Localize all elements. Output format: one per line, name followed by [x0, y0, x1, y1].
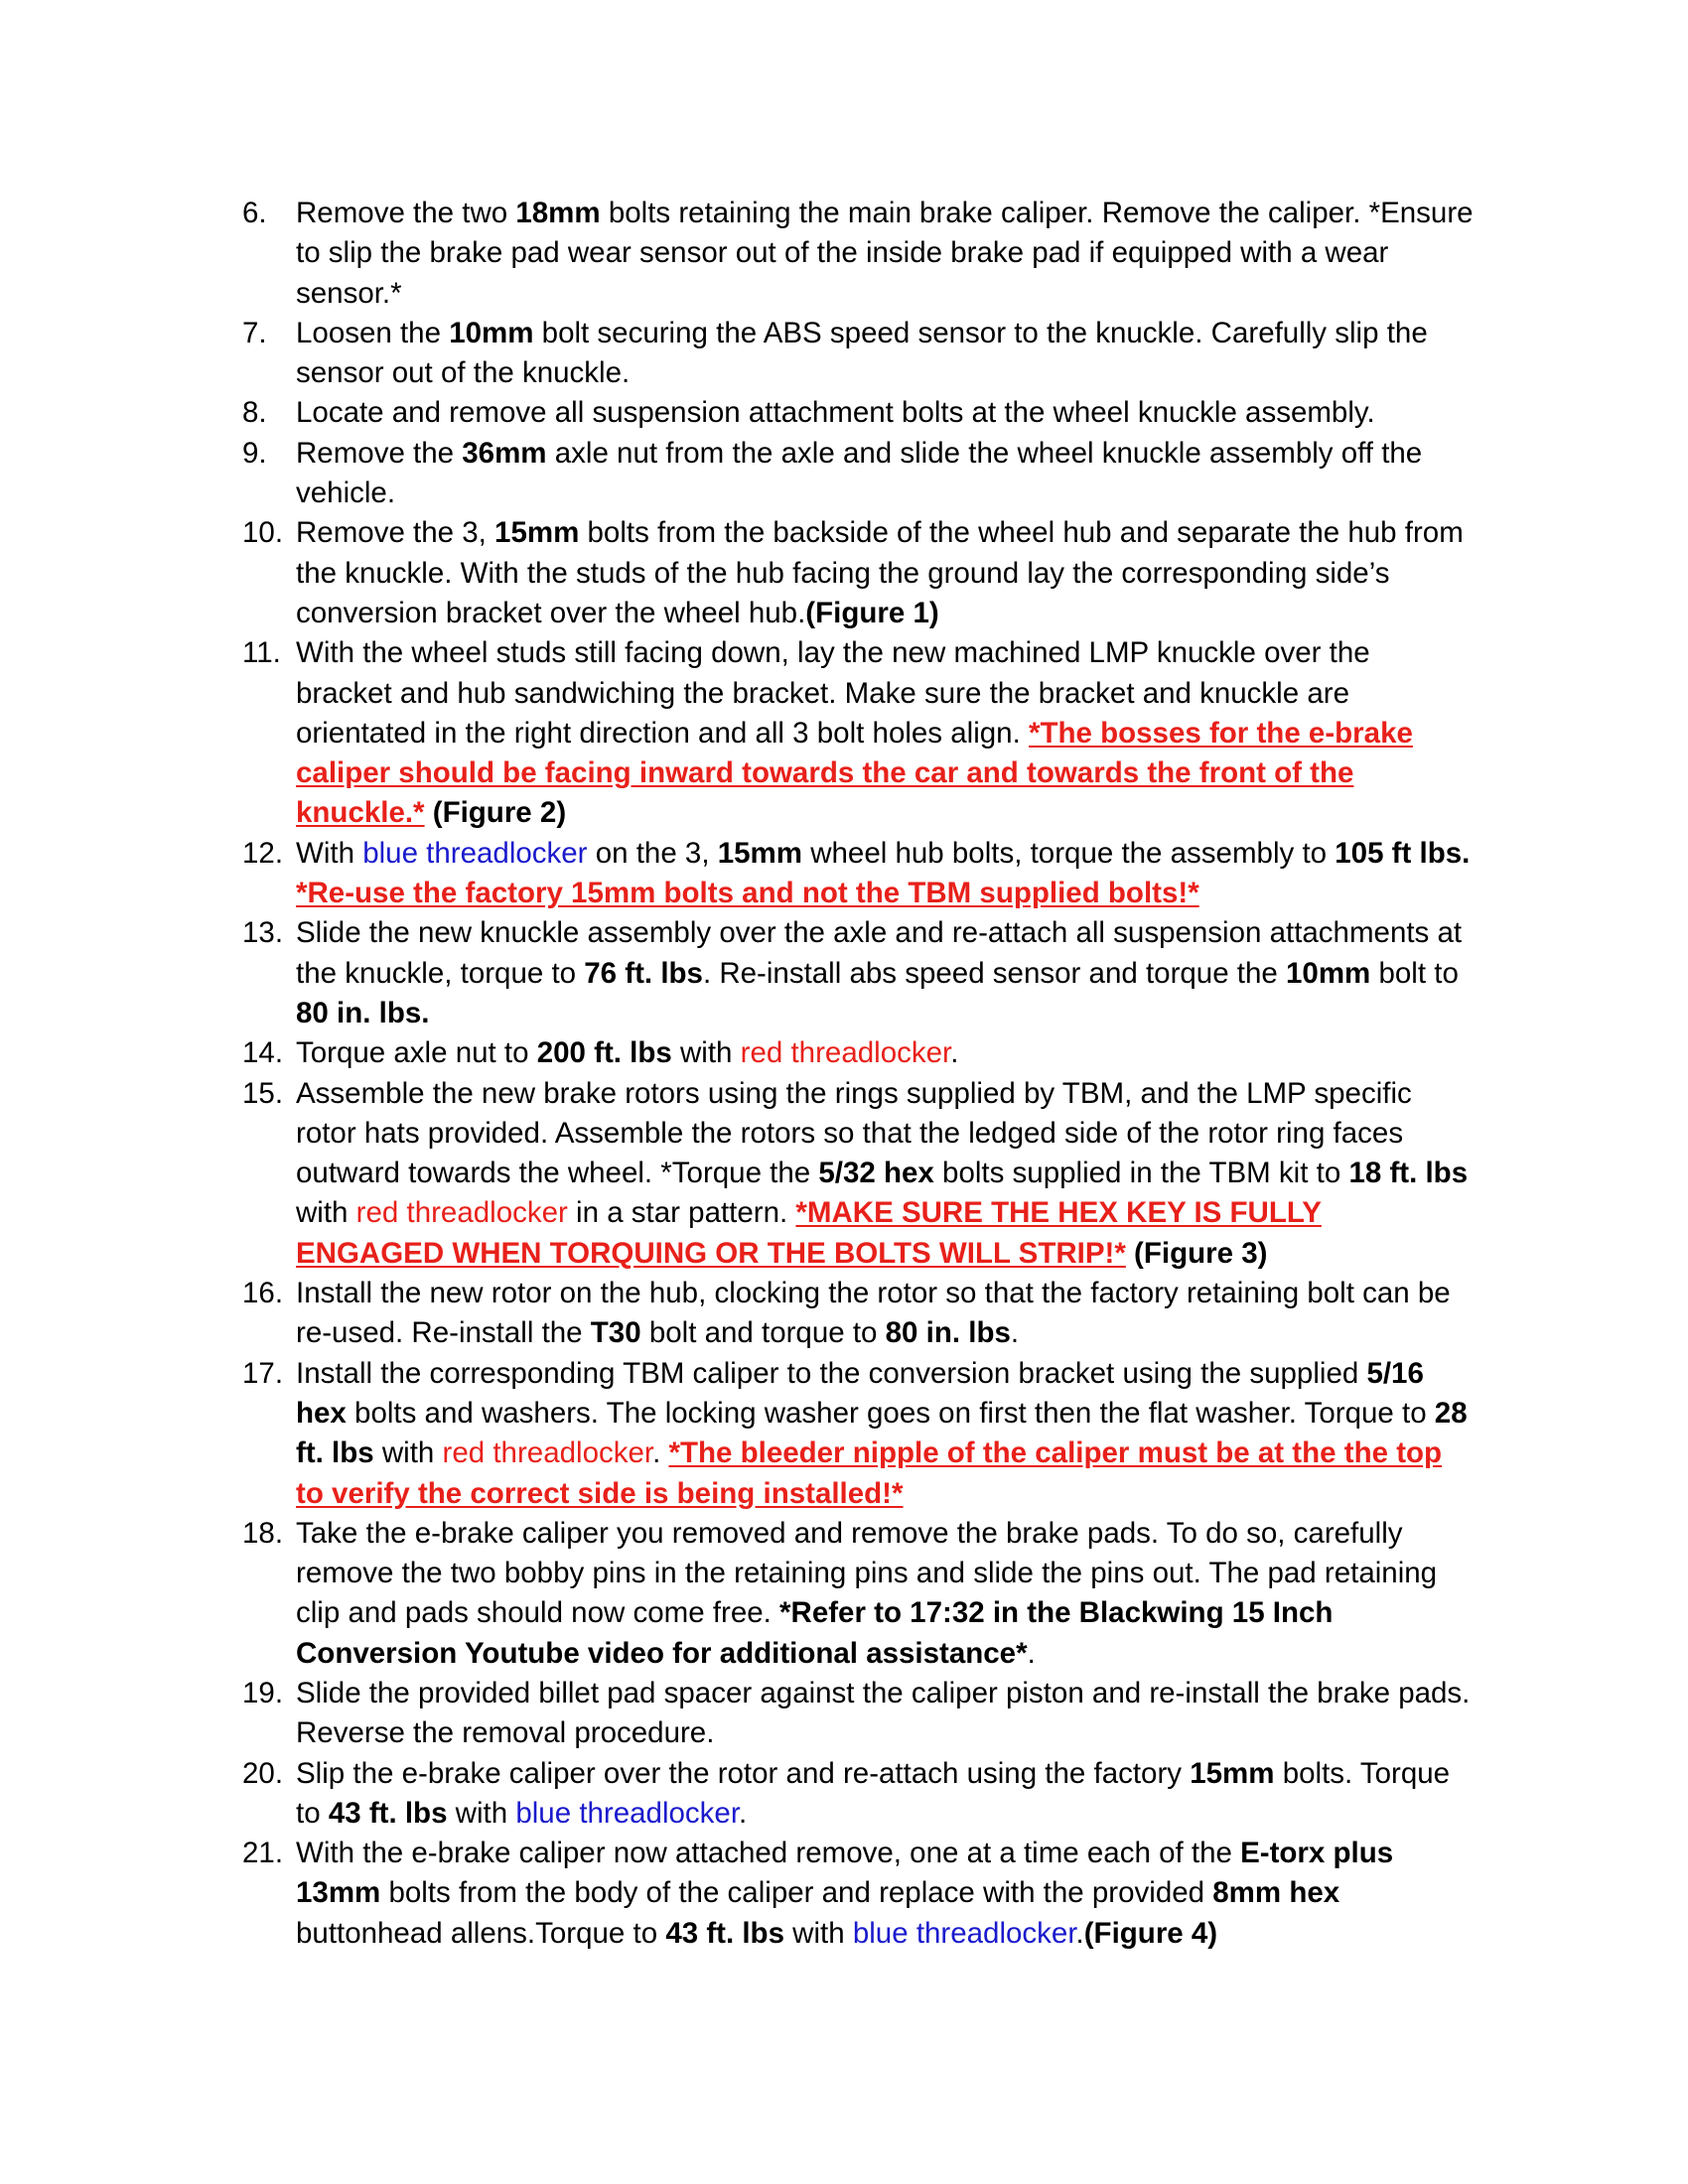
step-text-emphasis: 200 ft. lbs — [536, 1036, 672, 1070]
instruction-step — [242, 1834, 1474, 1954]
step-text — [296, 1677, 1470, 1749]
instruction-step — [242, 1074, 1474, 1274]
step-text-emphasis: 18 ft. lbs — [1348, 1157, 1469, 1190]
step-number: 9. — [242, 436, 267, 470]
step-text — [296, 1277, 1451, 1349]
step-text-emphasis: *Re-use the factory 15mm bolts and not the TBM supplied bolts!* — [296, 877, 1199, 910]
step-text — [296, 437, 1422, 509]
step-text-run: Remove the two — [296, 197, 516, 229]
step-text-emphasis: 10mm — [449, 316, 534, 349]
step-text-emphasis: (Figure 1) — [805, 596, 939, 629]
step-text-emphasis: 28 ft. lbs — [296, 1396, 1468, 1470]
step-text — [296, 516, 1464, 629]
step-text — [296, 916, 1462, 1029]
step-text — [296, 197, 1474, 310]
step-text — [296, 837, 1470, 909]
step-text-emphasis: red threadlocker — [442, 1436, 653, 1470]
step-number: 18. — [242, 1516, 284, 1550]
step-text-run: Slip the e-brake caliper over the rotor and re-attach using the factory — [296, 1756, 1191, 1790]
instruction-step — [242, 913, 1474, 1033]
instruction-step — [242, 1274, 1474, 1354]
step-text — [296, 1077, 1468, 1270]
step-text-emphasis: *Refer to 17:32 in the Blackwing 15 Inch Conversion Youtube video for additional assistance* — [296, 1596, 1334, 1670]
step-number: 12. — [242, 836, 284, 870]
instruction-step — [242, 834, 1474, 914]
step-text-emphasis: 5/16 hex — [296, 1356, 1424, 1430]
step-text-run: Loosen the — [296, 316, 450, 349]
step-text-run: with — [783, 1916, 853, 1950]
step-number: 21. — [242, 1837, 284, 1870]
step-text-emphasis: E-torx plus 13mm — [296, 1837, 1394, 1910]
step-text-emphasis: *The bleeder nipple of the caliper must be at the the top to verify the correct side is being installed!* — [296, 1436, 1443, 1510]
step-text-emphasis: *MAKE SURE THE HEX KEY IS FULLY ENGAGED WHEN TORQUING OR THE BOLTS WILL STRIP!* — [296, 1196, 1322, 1270]
step-text-run: . — [739, 1796, 748, 1830]
step-number: 8. — [242, 396, 267, 430]
step-text-run — [425, 796, 433, 829]
step-text-run: Install the new rotor on the hub, clocking the rotor so that the factory retaining bolt can be re-used. Re-install the — [296, 1277, 1451, 1350]
step-text-run: With the wheel studs still facing down, lay the new machined LMP knuckle over the bracket and hub sandwiching the bracket. Make sure the bracket and knuckle are orientated in the right direction and all 3 bolt holes align. — [296, 636, 1370, 750]
step-text — [296, 1837, 1393, 1950]
step-text-run: bolts retaining the main brake caliper. Remove the caliper. *Ensure to slip the brake pad wear sensor out of the inside brake pad if equipped with a wear sensor.* — [296, 197, 1474, 310]
step-text-run: bolt and torque to — [640, 1316, 886, 1350]
step-text-emphasis: 80 in. lbs — [885, 1316, 1011, 1350]
step-text — [296, 1036, 958, 1069]
step-text-run: Slide the provided billet pad spacer against the caliper piston and re-install the brake pads. Reverse the removal procedure. — [296, 1676, 1471, 1750]
instruction-step — [242, 1754, 1474, 1835]
instruction-step — [242, 393, 1474, 433]
step-text-run: Remove the 3, — [296, 516, 495, 550]
step-text-run: wheel hub bolts, torque the assembly to — [802, 836, 1336, 870]
step-text-run: with — [671, 1036, 741, 1070]
step-text-emphasis: 36mm — [462, 436, 547, 470]
step-number: 20. — [242, 1756, 284, 1790]
step-text-run: Remove the — [296, 436, 463, 470]
step-number: 17. — [242, 1356, 284, 1390]
step-text-run — [1126, 1237, 1134, 1270]
step-text-emphasis: 15mm — [717, 836, 803, 870]
instruction-step — [242, 1674, 1474, 1754]
step-text — [296, 636, 1413, 829]
step-text — [296, 396, 1375, 429]
step-text-run: . — [652, 1436, 669, 1470]
step-text-emphasis: (Figure 4) — [1083, 1916, 1218, 1950]
step-text-run: bolt securing the ABS speed sensor to the knuckle. Carefully slip the sensor out of the knuckle. — [296, 316, 1428, 390]
step-text-run: with — [296, 1196, 356, 1230]
step-text-run: With the e-brake caliper now attached remove, one at a time each of the — [296, 1837, 1241, 1870]
step-text-run: Take the e-brake caliper you removed and remove the brake pads. To do so, carefully remove the two bobby pins in the retaining pins and slide the pins out. The pad retaining clip and pads should now come free. — [296, 1516, 1438, 1630]
step-text-run: buttonhead allens.Torque to — [296, 1916, 666, 1950]
instruction-step — [242, 1354, 1474, 1514]
step-text-run: on the 3, — [587, 836, 718, 870]
step-text-run: Torque axle nut to — [296, 1036, 537, 1070]
step-text-run: . — [1075, 1916, 1084, 1950]
step-text-run: with — [447, 1796, 516, 1830]
step-text-emphasis: blue threadlocker — [515, 1796, 740, 1830]
step-text-emphasis: 105 ft lbs. — [1335, 836, 1471, 870]
instruction-step — [242, 1514, 1474, 1674]
step-text-run: bolts supplied in the TBM kit to — [933, 1157, 1349, 1190]
step-text-emphasis: (Figure 2) — [432, 796, 567, 830]
step-text — [296, 1357, 1468, 1510]
step-text-emphasis: *The bosses for the e-brake caliper should be facing inward towards the car and towards the front of the knuckle.* — [296, 716, 1413, 830]
step-text-run: bolt to — [1370, 956, 1459, 990]
step-text-run: . Re-install abs speed sensor and torque the — [702, 956, 1287, 990]
step-text-run: With — [296, 836, 363, 870]
step-number: 15. — [242, 1076, 284, 1110]
step-text-run: . — [1010, 1316, 1020, 1350]
step-text-run: Assemble the new brake rotors using the rings supplied by TBM, and the LMP specific rotor hats provided. Assemble the rotors so that the ledged side of the rotor ring faces outward towards the wheel. *Torque the — [296, 1076, 1412, 1190]
step-text-run: . — [1027, 1636, 1036, 1670]
step-text-emphasis: 15mm — [494, 516, 580, 550]
step-text-emphasis: 15mm — [1190, 1756, 1275, 1790]
step-text-run: in a star pattern. — [567, 1196, 796, 1230]
step-text-run: bolts from the backside of the wheel hub and separate the hub from the knuckle. With the studs of the hub facing the ground lay the corresponding side’s conversion bracket over the wheel hub. — [296, 516, 1464, 629]
step-text-emphasis: red threadlocker — [740, 1036, 951, 1070]
step-number: 6. — [242, 197, 267, 229]
step-text-run: bolts. Torque to — [296, 1756, 1451, 1830]
step-number: 7. — [242, 316, 267, 349]
step-text-emphasis: 43 ft. lbs — [328, 1796, 448, 1830]
instruction-steps-list — [242, 194, 1474, 1954]
instruction-step — [242, 513, 1474, 633]
step-text-emphasis: blue threadlocker — [852, 1916, 1076, 1950]
instruction-step — [242, 633, 1474, 833]
step-number: 14. — [242, 1036, 284, 1070]
step-text — [296, 1757, 1450, 1830]
step-text-run: with — [373, 1436, 443, 1470]
step-text-emphasis: red threadlocker — [355, 1196, 568, 1230]
step-text-emphasis: 10mm — [1286, 956, 1371, 990]
step-text-emphasis: (Figure 3) — [1134, 1236, 1268, 1270]
step-text-emphasis: blue threadlocker — [362, 836, 588, 870]
step-text-emphasis: 43 ft. lbs — [665, 1916, 784, 1950]
step-text-run: bolts from the body of the caliper and replace with the provided — [380, 1876, 1213, 1910]
step-text-emphasis: 80 in. lbs. — [296, 996, 430, 1029]
step-number: 13. — [242, 916, 284, 950]
step-text — [296, 317, 1428, 389]
step-text-run: bolts and washers. The locking washer goes on first then the flat washer. Torque to — [346, 1396, 1435, 1430]
step-text-emphasis: T30 — [590, 1316, 641, 1350]
step-text-run: . — [950, 1036, 959, 1070]
step-text-run: axle nut from the axle and slide the wheel knuckle assembly off the vehicle. — [296, 436, 1423, 510]
instruction-step — [242, 1033, 1474, 1073]
instruction-step — [242, 434, 1474, 514]
step-text-run: Install the corresponding TBM caliper to the conversion bracket using the supplied — [296, 1356, 1367, 1390]
step-text-emphasis: 8mm hex — [1212, 1876, 1340, 1910]
step-text-run: Slide the new knuckle assembly over the axle and re-attach all suspension attachments at the knuckle, torque to — [296, 916, 1463, 990]
step-text-emphasis: 5/32 hex — [818, 1157, 934, 1190]
step-number: 11. — [242, 636, 281, 670]
step-number: 19. — [242, 1676, 284, 1709]
step-number: 10. — [242, 516, 284, 550]
step-text-run: Locate and remove all suspension attachment bolts at the wheel knuckle assembly. — [296, 396, 1375, 430]
instruction-step — [242, 194, 1474, 314]
step-text-emphasis: 18mm — [515, 197, 601, 229]
instruction-step — [242, 314, 1474, 394]
step-text — [296, 1517, 1437, 1670]
step-number: 16. — [242, 1277, 284, 1310]
step-text-emphasis: 76 ft. lbs — [584, 956, 703, 990]
